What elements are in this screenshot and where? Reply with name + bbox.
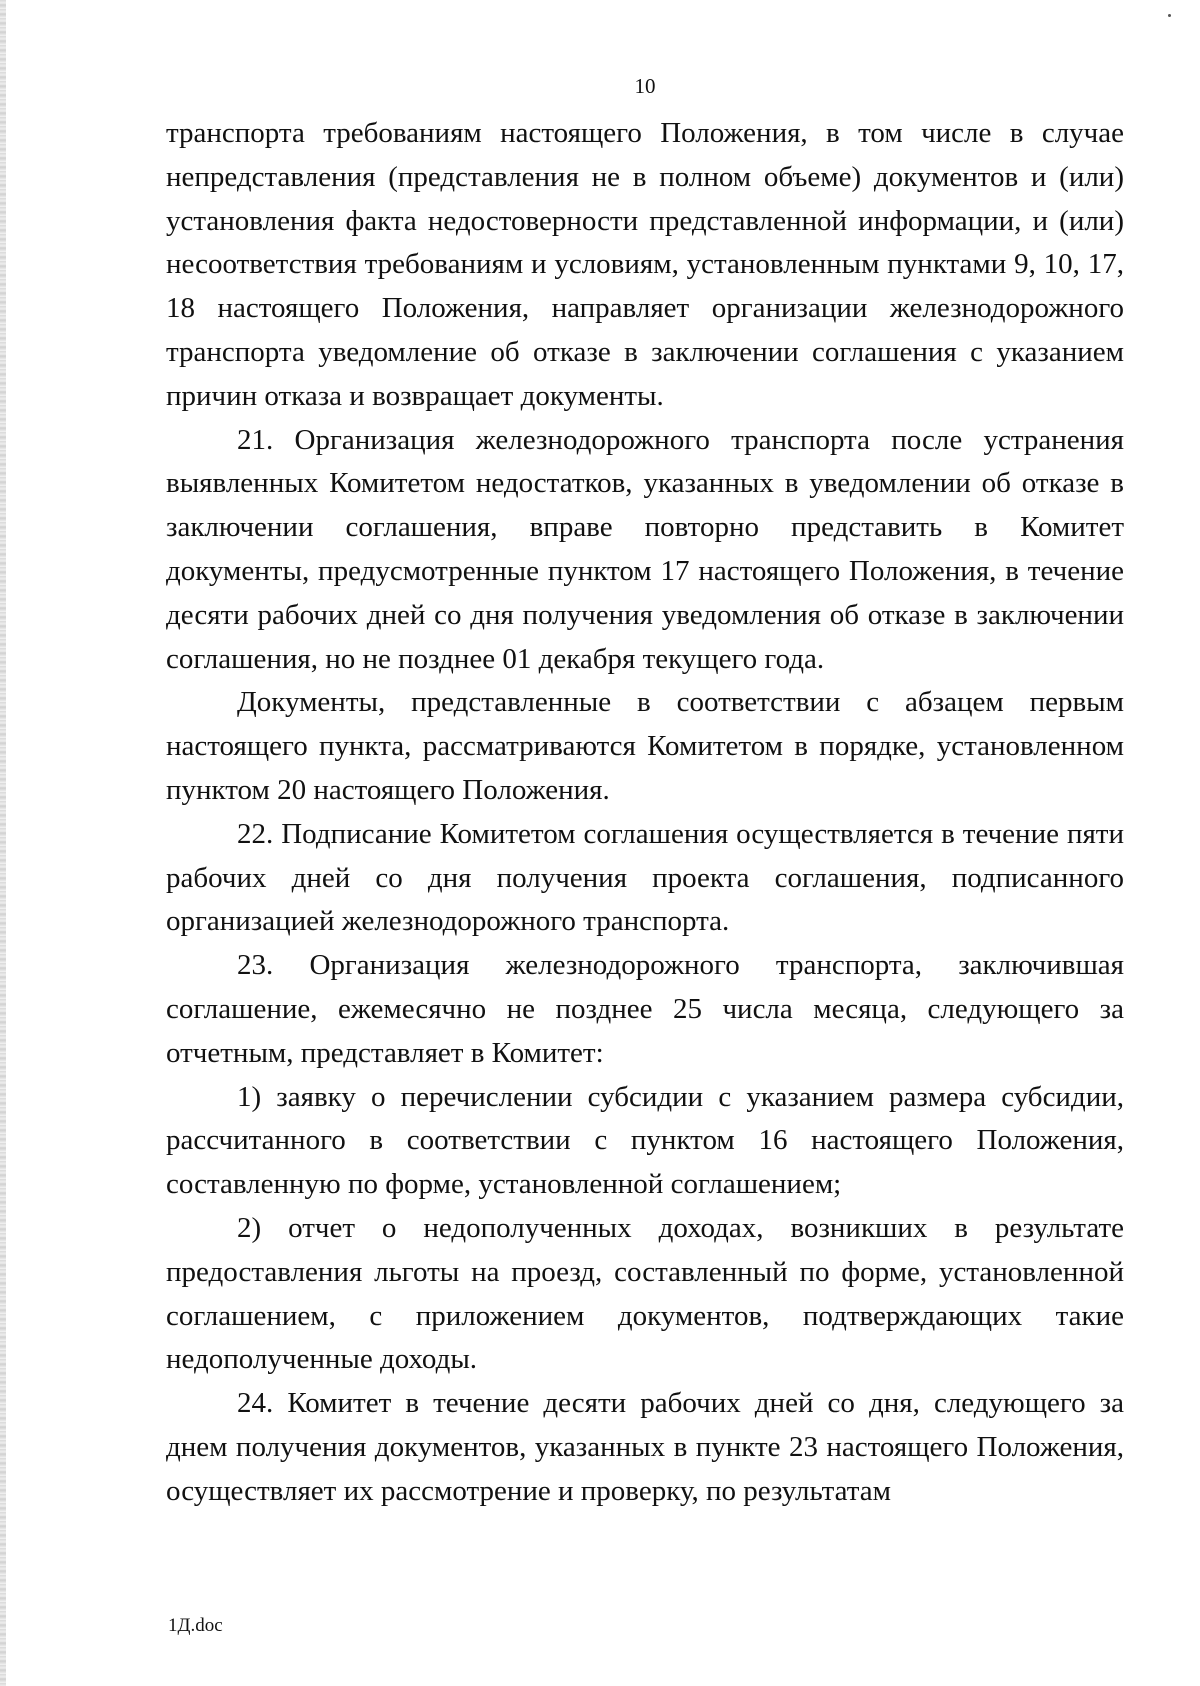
scan-edge bbox=[0, 0, 6, 1686]
paragraph-clause-22: 22. Подписание Комитетом соглашения осуществляется в течение пяти рабочих дней со дня получения проекта соглашения, подписанного организацией железнодорожного транспорта. bbox=[166, 817, 1124, 938]
paragraph-clause-23-item-1: 1) заявку о перечислении субсидии с указанием размера субсидии, рассчитанного в соответствии с пунктом 16 настоящего Положения, составленную по форме, установленной соглашением; bbox=[166, 1080, 1124, 1201]
page-number: 10 bbox=[634, 74, 656, 98]
file-name-footer: 1Д.doc bbox=[168, 1615, 223, 1636]
paragraph-continuation: транспорта требованиям настоящего Положения, в том числе в случае непредставления (представления не в полном объеме) документов и (или) установления факта недостоверности представленной информации, и (или) несоответствия требованиям и условиям, установленным пунктами 9, 10, 17, 18 настоящего Положения, направляет организации железнодорожного транспорта уведомление об отказе в заключении соглашения с указанием причин отказа и возвращает документы. bbox=[166, 117, 1124, 412]
document-body bbox=[166, 112, 1124, 1514]
paragraph-clause-21-second: Документы, представленные в соответствии с абзацем первым настоящего пункта, рассматриваются Комитетом в порядке, установленном пунктом 20 настоящего Положения. bbox=[166, 686, 1124, 806]
paragraph-clause-21: 21. Организация железнодорожного транспорта после устранения выявленных Комитетом недостатков, указанных в уведомлении об отказе в заключении соглашения, вправе повторно представить в Комитет документы, предусмотренные пунктом 17 настоящего Положения, в течение десяти рабочих дней со дня получения уведомления об отказе в заключении соглашения, но не позднее 01 декабря текущего года. bbox=[166, 423, 1124, 675]
paragraph-clause-24: 24. Комитет в течение десяти рабочих дней со дня, следующего за днем получения документов, указанных в пункте 23 настоящего Положения, осуществляет их рассмотрение и проверку, по результатам bbox=[166, 1387, 1124, 1507]
scan-dot bbox=[1168, 14, 1171, 17]
paragraph-clause-23-item-2: 2) отчет о недополученных доходах, возникших в результате предоставления льготы на проезд, составленный по форме, установленной соглашением, с приложением документов, подтверждающих такие недополученные доходы. bbox=[166, 1211, 1124, 1376]
paragraph-clause-23: 23. Организация железнодорожного транспорта, заключившая соглашение, ежемесячно не позднее 25 числа месяца, следующего за отчетным, представляет в Комитет: bbox=[166, 949, 1124, 1069]
